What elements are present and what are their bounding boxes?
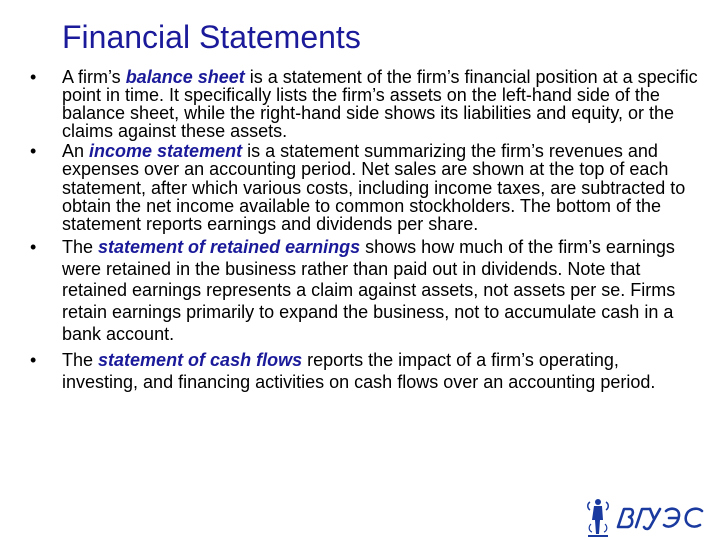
bullet-text-lead: An: [62, 141, 90, 162]
bullet-retained-earnings: [26, 237, 698, 346]
slide-title: Financial Statements: [62, 19, 361, 55]
bullet-list: [26, 68, 698, 393]
bullet-text-body: is a statement summarizing the firm’s revenues and expenses over an accounting period. Net sales are shown at the top of each statement, after which various costs, including income taxes, are subtracted to obtain the net income available to common stockholders. The bottom of the statement reports earnings and dividends per share.: [62, 141, 686, 234]
term-retained-earnings: statement of retained earnings: [98, 236, 361, 257]
bullet-income-statement: [26, 142, 698, 232]
bullet-marker: •: [30, 141, 37, 162]
bullet-marker: •: [30, 236, 37, 257]
bullet-text-lead: The: [62, 349, 99, 370]
bullet-text-lead: A firm’s: [62, 67, 126, 87]
term-cash-flows: statement of cash flows: [98, 349, 303, 370]
bullet-marker: •: [30, 349, 37, 370]
term-income-statement: income statement: [89, 141, 243, 162]
logo-wordmark: [618, 509, 702, 529]
term-balance-sheet: balance sheet: [125, 67, 245, 87]
bullet-text-lead: The: [62, 236, 99, 257]
bullet-text-body: reports the impact of a firm’s operating, investing, and financing activities on cash flows over an accounting period.: [62, 349, 656, 392]
bullet-text-body: is a statement of the firm’s financial position at a specific point in time. It specifically lists the firm’s assets on the left-hand side of the balance sheet, while the right-hand side shows its liabilities and equity, or the claims against these assets.: [62, 67, 698, 142]
figure-emblem-icon: [588, 499, 609, 536]
bullet-balance-sheet: [26, 68, 698, 140]
university-logo: [584, 494, 708, 540]
bullet-text-body: shows how much of the firm’s earnings were retained in the business rather than paid out in dividends. Note that retained earnings represents a claim against assets, not assets per se. Firms retain earnings primarily to expand the business, not to accumulate cash in a bank account.: [62, 236, 676, 345]
bullet-marker: •: [30, 67, 37, 87]
bullet-cash-flows: [26, 350, 698, 394]
